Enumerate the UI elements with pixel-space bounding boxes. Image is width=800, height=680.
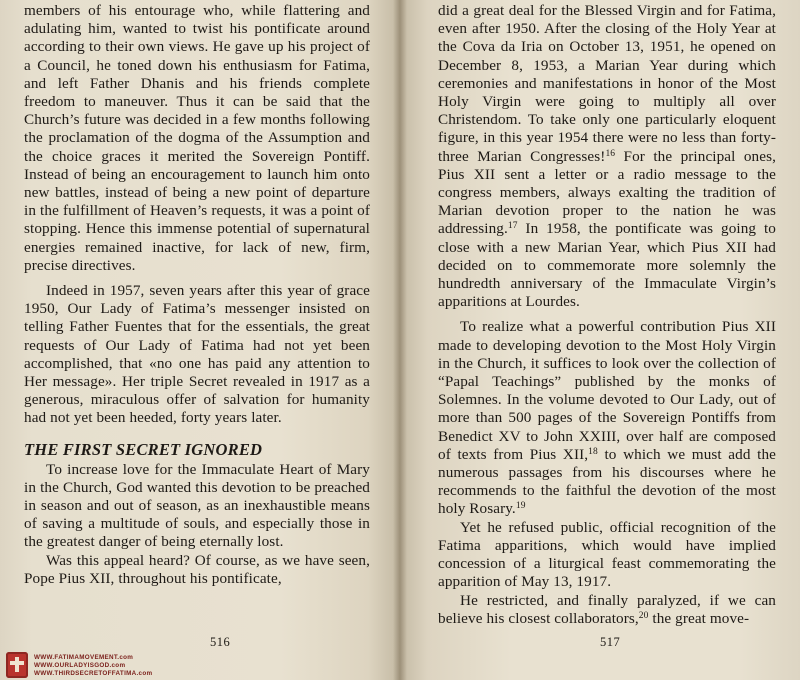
footnote-ref-16: 16 — [605, 148, 616, 159]
left-paragraph-4: Was this appeal heard? Of course, as we have seen, Pope Pius XII, throughout his pontificate, — [24, 551, 370, 587]
footnote-ref-18: 18 — [588, 446, 598, 457]
watermark-line: WWW.OURLADYISGOD.com — [34, 662, 126, 669]
seal-icon — [6, 652, 28, 678]
text-run: To realize what a powerful contribution Pius XII made to developing devotion to the Most Holy Virgin in the Church, it suffices to look over the collection of “Papal Teachings” published by the monks of Solemnes. In the volume devoted to Our Lady, out of more than 500 pages of the Sovereign Pontiffs from Benedict XV to John XXIII, over half are composed of texts from Pius XII, — [438, 318, 776, 463]
footnote-ref-20: 20 — [638, 610, 649, 621]
section-heading: THE FIRST SECRET IGNORED — [24, 439, 263, 459]
right-page — [400, 0, 800, 680]
text-run: In 1958, the pontificate was going to close with a new Marian Year, which Pius XII had decided on to commemorate more solemnly the hundredth anniversary of the Immaculate Virgin’s apparitions at Lourdes. — [438, 220, 776, 311]
text-run: to which we must add the numerous passages from his discourses where he recommends to the faithful the devotion of the most holy Rosary. — [438, 445, 776, 518]
watermark-line: WWW.THIRDSECRETOFFATIMA.com — [34, 670, 153, 677]
text-run: the great move- — [648, 609, 750, 627]
text-run: did a great deal for the Blessed Virgin and for Fatima, even after 1950. After the closing of the Holy Year at the Cova da Iria on October 13, 1951, he opened on December 8, 1953, a Marian Year during which ceremonies and manifestations in honor of the Most Holy Virgin were going to multiply all over Christendom. To take only one particularly eloquent figure, in this year 1954 there were no less than forty-three Marian Congresses! — [438, 2, 776, 165]
left-paragraph-2: Indeed in 1957, seven years after this year of grace 1950, Our Lady of Fatima’s messenger insisted on telling Father Fuentes that for the essentials, the great requests of Our Lady of Fatima had not yet been accomplished, that «no one has paid any attention to Her message». Her triple Secret revealed in 1917 as a generous, miraculous offer of salvation for humanity had not yet been heeded, forty years later. — [24, 282, 370, 427]
page-number-left: 516 — [210, 635, 231, 649]
right-paragraph-2 — [438, 318, 776, 518]
right-paragraph-1 — [438, 2, 776, 311]
text-run: He restricted, and finally paralyzed, if we can believe his closest collaborators, — [438, 591, 776, 627]
site-watermark — [6, 652, 152, 678]
watermark-line: WWW.FATIMAMOVEMENT.com — [34, 654, 134, 661]
page-number-right: 517 — [600, 635, 621, 649]
right-paragraph-3: Yet he refused public, official recognition of the Fatima apparitions, which would have implied concession of a liturgical feast commemorating the apparition of May 13, 1917. — [438, 518, 776, 591]
book-gutter — [393, 0, 407, 680]
text-run: For the principal ones, Pius XII sent a letter or a radio message to the congress members, always exalting the tradition of Marian devotion proper to the nation he was addressing. — [438, 147, 776, 238]
left-paragraph-3: To increase love for the Immaculate Heart of Mary in the Church, God wanted this devotion to be preached in season and out of season, as an inexhaustible means of saving a multitude of souls, and especially those in the greatest danger of being eternally lost. — [24, 460, 370, 551]
footnote-ref-19: 19 — [515, 501, 526, 512]
left-paragraph-1: members of his entourage who, while flattering and adulating him, wanted to twist his pontificate around according to their own views. He gave up his project of a Council, he toned down his enthusiasm for Fatima, and left Father Dhanis and his friends complete freedom to maneuver. Thus it can be said that the Church’s future was decided in a few months following the proclamation of the dogma of the Assumption and the choice graces it merited the Sovereign Pontiff. Instead of being an encouragement to launch him onto new battles, instead of being a new point of departure in the fulfillment of Heaven’s requests, it was a point of stopping. Hence this immense potential of supernatural energies remained inactive, for lack of new, firm, precise directives. — [24, 2, 370, 274]
right-paragraph-4 — [438, 592, 776, 628]
watermark-urls — [34, 654, 152, 678]
footnote-ref-17: 17 — [507, 221, 518, 232]
